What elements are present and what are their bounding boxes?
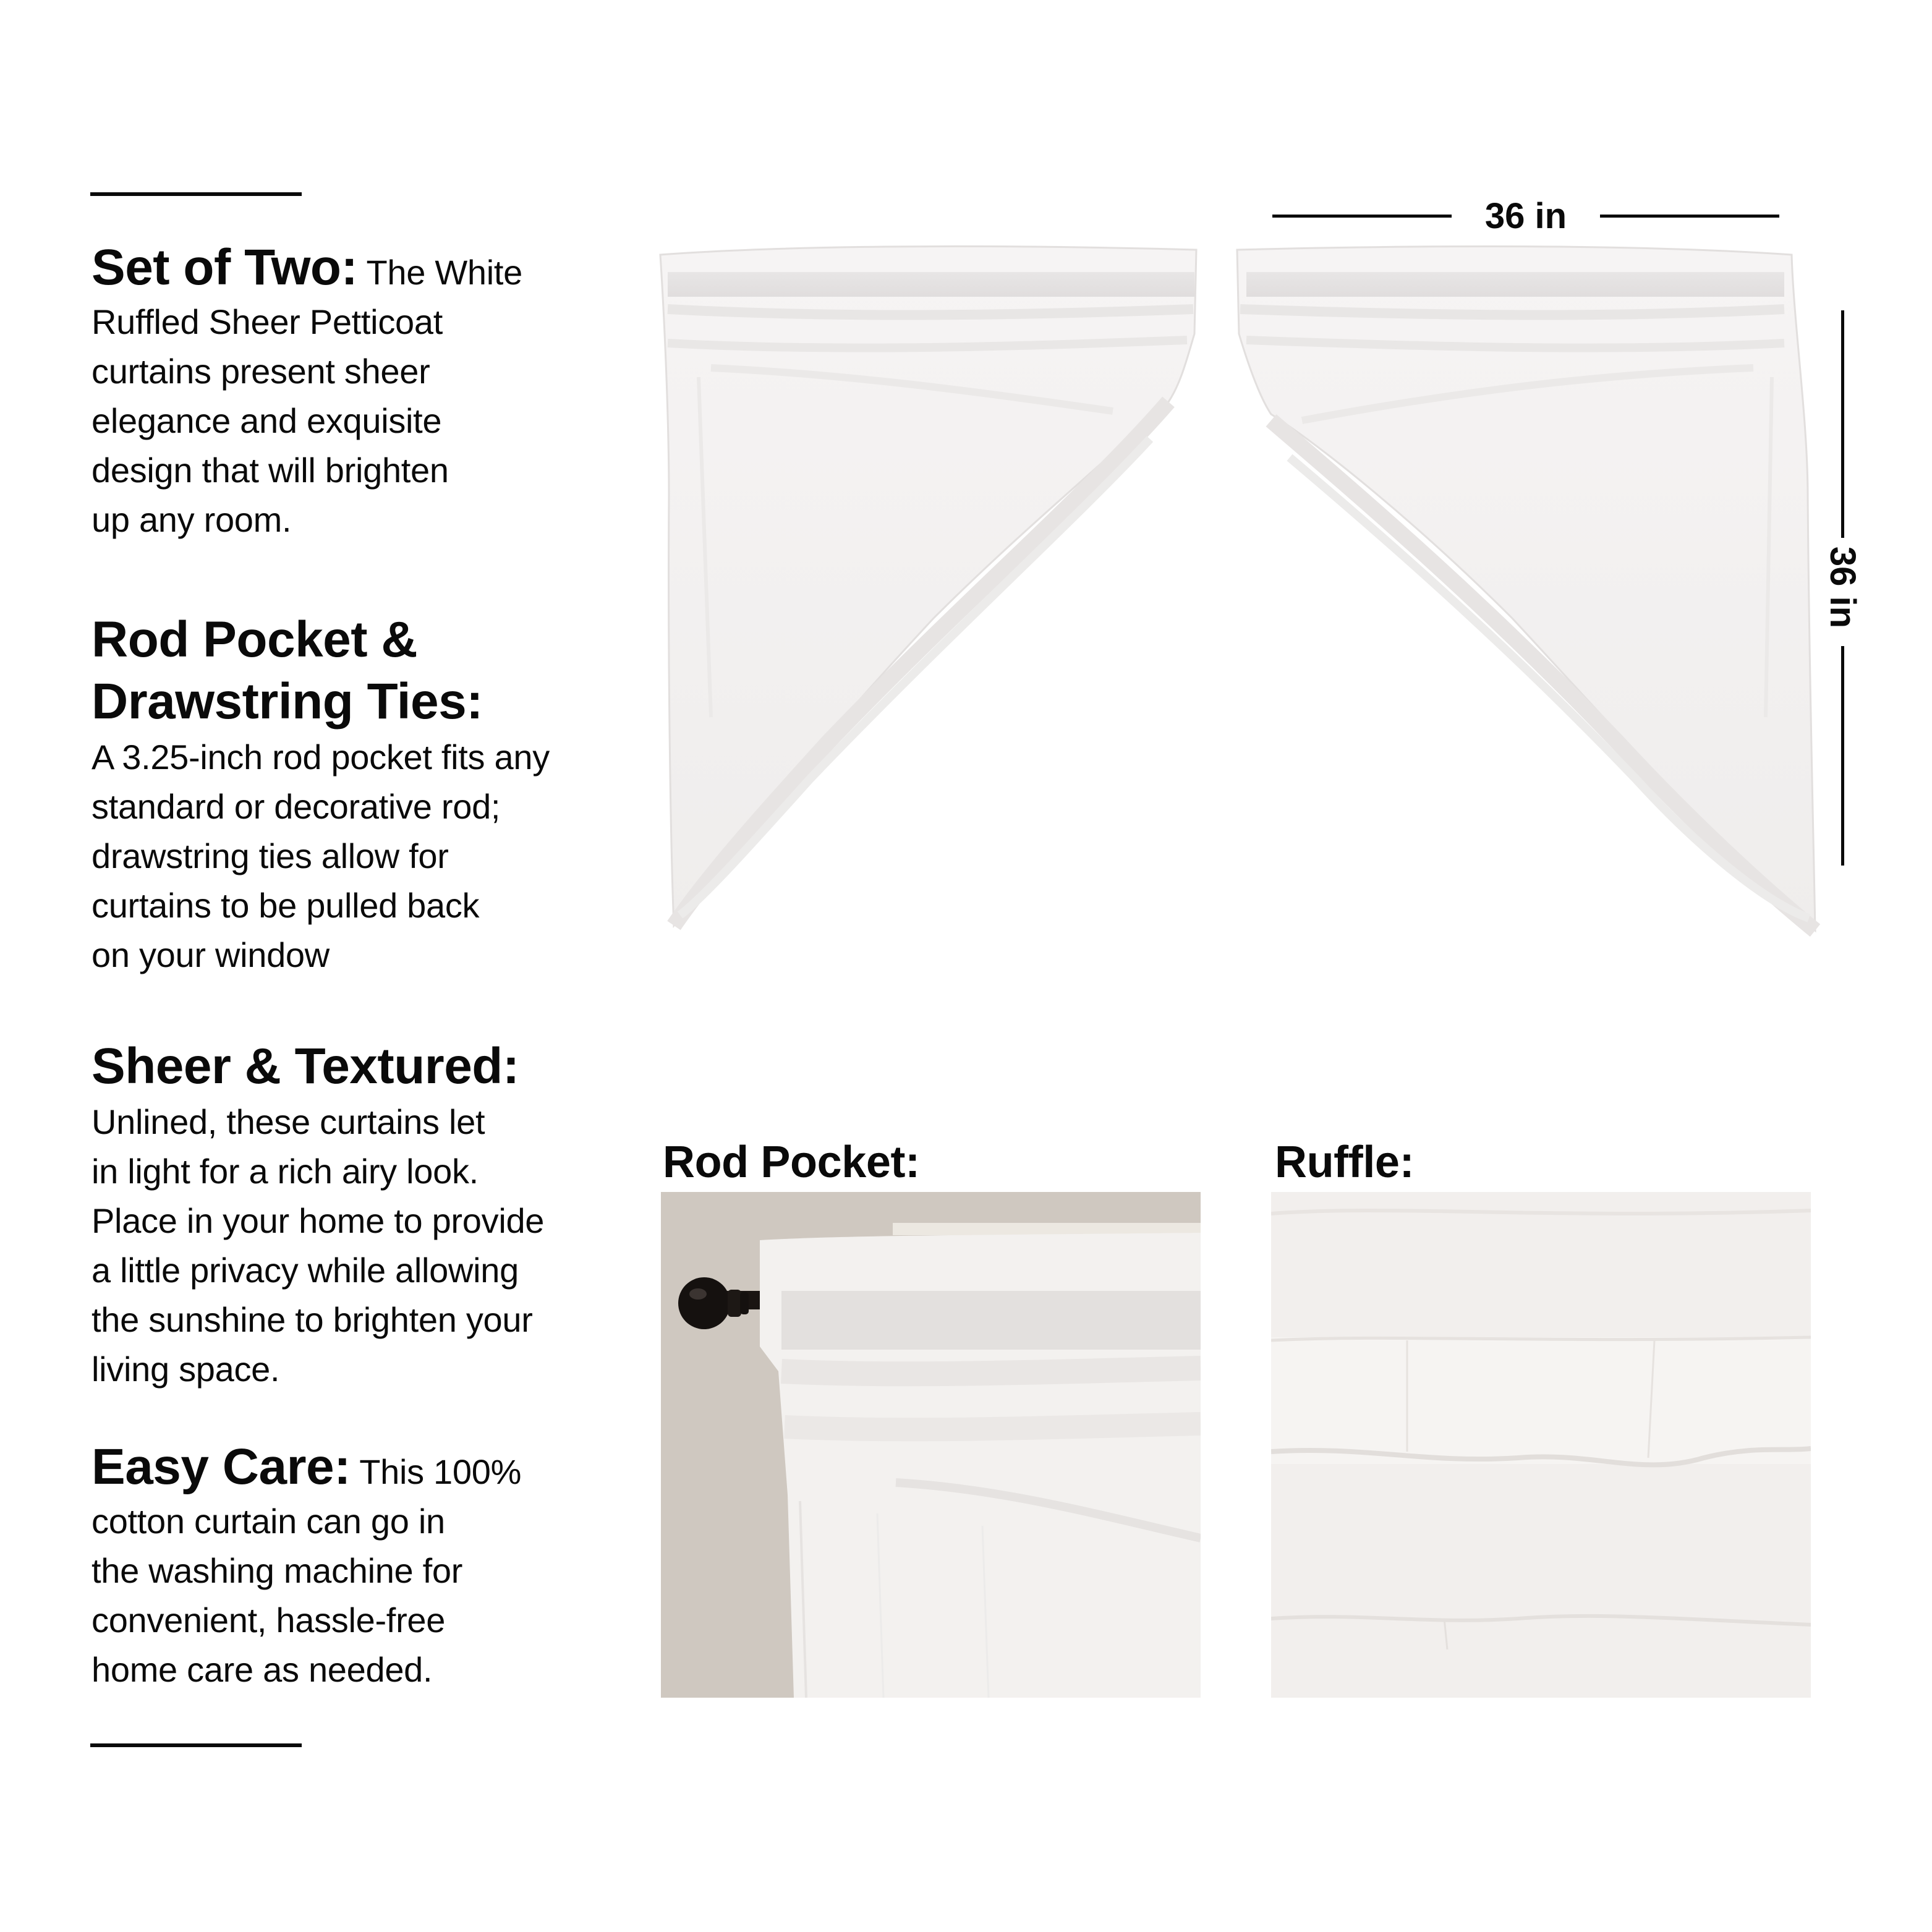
width-dimension	[1272, 192, 1779, 241]
ruffle-label: Ruffle:	[1275, 1138, 1415, 1187]
feature-text: Ruffled Sheer Petticoat	[91, 302, 443, 341]
feature-text: cotton curtain can go in	[91, 1502, 445, 1541]
top-divider	[90, 192, 302, 196]
feature-text: on your window	[91, 935, 330, 974]
dimension-line	[1841, 310, 1844, 538]
feature-text: design that will brighten	[91, 451, 449, 490]
rod-pocket-photo	[661, 1192, 1201, 1698]
dimension-line	[1841, 646, 1844, 866]
feature-text: drawstring ties allow for	[91, 836, 449, 875]
rod-pocket-label: Rod Pocket:	[663, 1138, 920, 1187]
feature-title: Sheer & Textured:	[91, 1038, 519, 1094]
feature-title: Drawstring Ties:	[91, 673, 483, 730]
feature-text: Place in your home to provide	[91, 1201, 545, 1240]
height-dimension	[1818, 303, 1867, 872]
rod-pocket-illustration	[661, 1192, 1201, 1698]
height-label: 36 in	[1823, 546, 1863, 629]
product-image	[655, 235, 1830, 952]
feature-title: Set of Two:	[91, 239, 358, 296]
feature-text: The White	[366, 253, 522, 292]
feature-text: up any room.	[91, 500, 292, 539]
feature-text: standard or decorative rod;	[91, 787, 501, 826]
bottom-divider	[90, 1743, 302, 1747]
feature-title: Rod Pocket &	[91, 611, 418, 668]
feature-text: elegance and exquisite	[91, 401, 442, 440]
feature-text: convenient, hassle-free	[91, 1601, 446, 1640]
dimension-line	[1600, 215, 1779, 218]
feature-text: the washing machine for	[91, 1551, 463, 1590]
ruffle-illustration	[1271, 1192, 1811, 1698]
feature-set-of-two	[91, 239, 636, 545]
feature-text: a little privacy while allowing	[91, 1251, 519, 1290]
feature-rod-pocket	[91, 609, 636, 980]
feature-text: This 100%	[359, 1452, 522, 1491]
ruffle-photo	[1271, 1192, 1811, 1698]
feature-easy-care	[91, 1439, 636, 1695]
feature-title: Easy Care:	[91, 1439, 351, 1495]
feature-text: living space.	[91, 1350, 280, 1389]
right-curtain	[1237, 246, 1815, 930]
left-curtain	[660, 246, 1196, 926]
feature-text: A 3.25-inch rod pocket fits any	[91, 738, 550, 777]
width-label: 36 in	[1484, 196, 1567, 236]
curtain-pair-illustration	[655, 235, 1830, 952]
feature-text: curtains to be pulled back	[91, 886, 480, 925]
feature-text: the sunshine to brighten your	[91, 1300, 533, 1339]
feature-text: in light for a rich airy look.	[91, 1152, 479, 1191]
feature-sheer-textured	[91, 1036, 636, 1394]
feature-text: curtains present sheer	[91, 352, 430, 391]
feature-text: Unlined, these curtains let	[91, 1102, 485, 1141]
feature-text: home care as needed.	[91, 1650, 433, 1689]
